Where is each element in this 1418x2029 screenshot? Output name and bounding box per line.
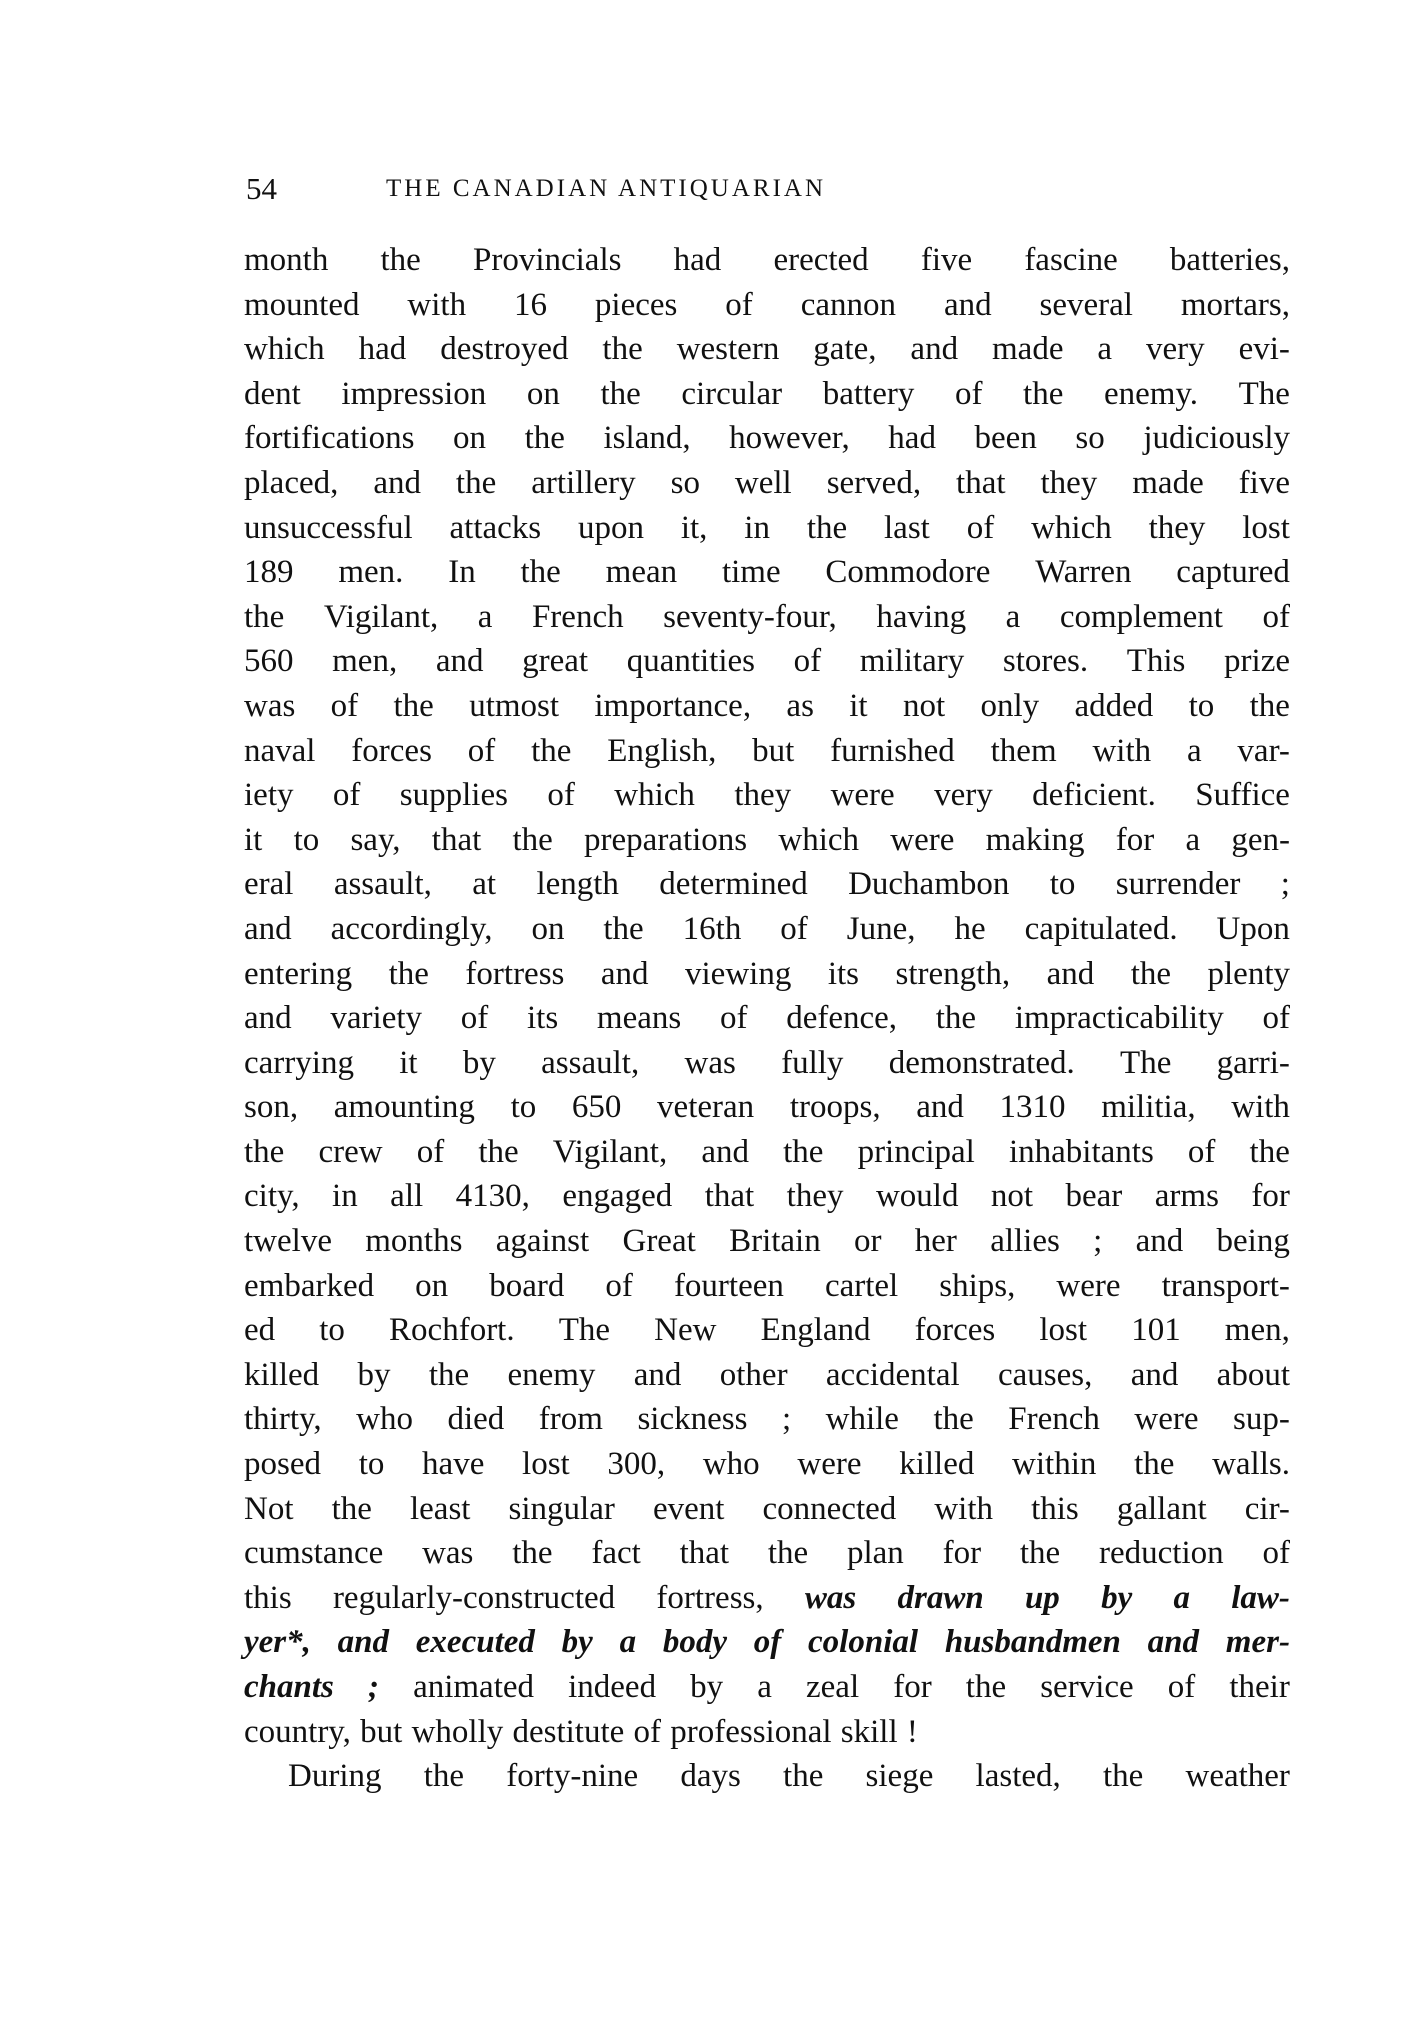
text-line: and accordingly, on the 16th of June, he capitulated. Upon — [244, 910, 1290, 947]
text-line: the Vigilant, a French seventy-four, having a complement of — [244, 598, 1290, 635]
text-line: placed, and the artillery so well served, that they made five — [244, 464, 1290, 501]
text-line: Not the least singular event connected with this gallant cir- — [244, 1490, 1290, 1527]
text-line: naval forces of the English, but furnished them with a var- — [244, 732, 1290, 769]
text-line: chants ; animated indeed by a zeal for the service of their — [244, 1669, 1290, 1705]
text-line: this regularly-constructed fortress, was drawn up by a law- — [244, 1579, 1290, 1616]
text-line: and variety of its means of defence, the impracticability of — [244, 1000, 1290, 1037]
text-line: embarked on board of fourteen cartel ships, were transport- — [244, 1267, 1290, 1304]
text-line: entering the fortress and viewing its strength, and the plenty — [244, 955, 1290, 992]
text-line: mounted with 16 pieces of cannon and several mortars, — [244, 286, 1290, 323]
text-line: yer*, and executed by a body of colonial husbandmen and mer- — [244, 1624, 1290, 1661]
text-line: unsuccessful attacks upon it, in the last of which they lost — [244, 509, 1290, 546]
body-text — [244, 238, 1290, 1799]
text-line: city, in all 4130, engaged that they would not bear arms for — [244, 1178, 1290, 1215]
text-line: ed to Rochfort. The New England forces lost 101 men, — [244, 1312, 1290, 1349]
text-line: which had destroyed the western gate, and made a very evi- — [244, 331, 1290, 368]
text-line: posed to have lost 300, who were killed within the walls. — [244, 1446, 1290, 1483]
text-line: country, but wholly destitute of professional skill ! — [244, 1713, 918, 1750]
text-line: 560 men, and great quantities of military stores. This prize — [244, 643, 1290, 680]
text-line: iety of supplies of which they were very deficient. Suffice — [244, 777, 1290, 814]
running-head — [246, 168, 1290, 210]
text-line: thirty, who died from sickness ; while the French were sup- — [244, 1401, 1290, 1438]
text-line: fortifications on the island, however, had been so judiciously — [244, 420, 1290, 457]
text-line: killed by the enemy and other accidental causes, and about — [244, 1356, 1290, 1393]
text-line: month the Provincials had erected five fascine batteries, — [244, 242, 1290, 278]
text-line: 189 men. In the mean time Commodore Warren captured — [244, 554, 1290, 591]
text-line: the crew of the Vigilant, and the principal inhabitants of the — [244, 1133, 1290, 1170]
running-title: THE CANADIAN ANTIQUARIAN — [386, 175, 827, 202]
text-line: dent impression on the circular battery of the enemy. The — [244, 375, 1290, 412]
text-line: cumstance was the fact that the plan for the reduction of — [244, 1535, 1290, 1572]
text-line: During the forty-nine days the siege lasted, the weather — [288, 1758, 1290, 1795]
text-line: son, amounting to 650 veteran troops, and 1310 militia, with — [244, 1089, 1290, 1126]
text-line: eral assault, at length determined Duchambon to surrender ; — [244, 866, 1290, 903]
text-line: twelve months against Great Britain or her allies ; and being — [244, 1223, 1290, 1260]
page-number: 54 — [246, 171, 277, 206]
text-line: was of the utmost importance, as it not only added to the — [244, 687, 1290, 724]
text-line: it to say, that the preparations which were making for a gen- — [244, 821, 1290, 858]
text-line: carrying it by assault, was fully demonstrated. The garri- — [244, 1044, 1290, 1081]
